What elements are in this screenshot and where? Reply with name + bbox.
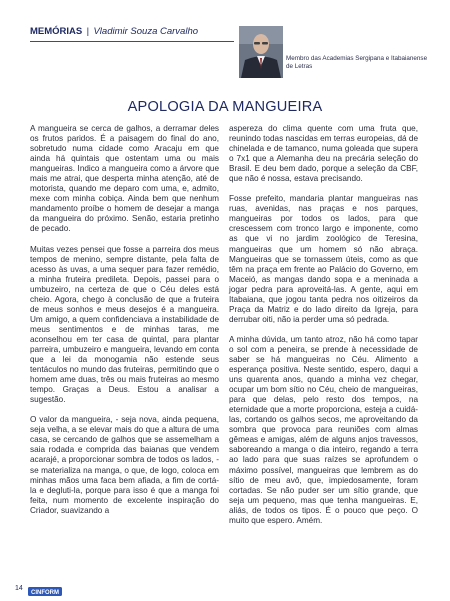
header-separator: |: [86, 26, 90, 37]
logo-text: CINFORM: [31, 589, 59, 596]
article-title: APOLOGIA DA MANGUEIRA: [127, 99, 323, 115]
paragraph: A mangueira se cerca de galhos, a derramar deles os frutos paridos. É a paisagem do final do ano, sobretudo numa cidade como Aracaju em que ainda há quintais que ostentam uma ou mais mangueiras. Indico a mangueira como a árvore que mais me atrai, que desperta minha atenção, até de motorista, quando me deparo com uma, e, admito, mexe com minha cobiça. Ainda bem que nenhum mandamento proíbe o homem de desejar a manga da mangueira do próximo. Senão, estaria pretinho de pecado.: [30, 124, 219, 234]
author-portrait-icon: [239, 26, 283, 78]
cinform-logo-icon: [28, 587, 62, 596]
paragraph: A minha dúvida, um tanto atroz, não há como tapar o sol com a peneira, se prende à necessidade de saber se há mangueiras no Céu. Alimento a esperança positiva. Neste sentido, espero, daqui a uns quarenta anos, quando a minha vez chegar, ocupar um bom sítio no Céu, cheio de mangueiras, para que delas, pelo resto dos tempos, na eternidade que a morte proporciona, esteja a cuidá-las, cortando os galhos secos, me aproveitando da sombra que provoca para reuniões com almas gêmeas e amigas, além de alguns anjos travessos, saboreando a manga o dia inteiro, regando a terra ao lado para que suas raízes se aprofundem o máximo possível, mangueiras que lembrem as do sítio de meu avô, que, impiedosamente, foram cortadas. Se não puder ser um sítio grande, que seja um pequeno, mas que tenha mangueiras. E, aliás, de todos os tipos. É o pouco que peço. O muito que espero. Amém.: [229, 334, 418, 525]
page-number: 14: [15, 585, 23, 592]
paragraph: Fosse prefeito, mandaria plantar mangueiras nas ruas, avenidas, nas praças e nos parques, mangueiras por todos os lados, para que crescessem com tronco largo e imponente, como as que vi no jardim zoológico de Teresina, mangueiras que um homem só não abraça. Mangueiras que se tornassem úteis, como as que têm na praça em frente ao Palácio do Governo, em Maceió, as mangas dando sopa e a meninada a jogar pedra para aproveitá-las. A gente, aqui em Itabaiana, que jogou tanta pedra nos oitizeiros da Praça da Matriz e do lado direito da Igreja, para derrubar oiti, não ia perder uma só pedrada.: [229, 194, 418, 324]
column-header: [30, 26, 235, 38]
author-photo: [239, 26, 283, 78]
article-column-left: [30, 124, 219, 526]
section-name: MEMÓRIAS: [30, 26, 83, 37]
cinform-logo: [28, 583, 62, 596]
header-line: [30, 26, 235, 38]
author-name: Vladimir Souza Carvalho: [93, 26, 199, 37]
paragraph: aspereza do clima quente com uma fruta que, reunindo todas nascidas em terras europeias, dá de chinelada e de tamanco, numa goleada que supera o 7x1 que a Alemanha deu na precária seleção do Brasil. E deu bem dado, porque a seleção da CBF, que não é nossa, estava precisando.: [229, 124, 418, 184]
paragraph: Muitas vezes pensei que fosse a parreira dos meus tempos de menino, sempre distante, pela falta de acesso às uvas, a uma sequer para fazer remédio, a minha fruteira predileta. Depois, passei para o umbuzeiro, na certeza de que o Céu deles está cheio. Agora, chego à conclusão de que a fruteira de meus sonhos e meus desejos é a mangueira. Um amigo, a quem confidenciava a instabilidade de meus sentimentos e de minhas taras, me aconselhou em ter casa de quintal, para plantar parreira, umbuzeiro e mangueira, levando em conta que a lei da monogamia não estende seus tentáculos no mundo das fruteiras, permitindo que o homem ame duas, três ou mais fruteiras ao mesmo tempo. Graças a Deus. Estou a analisar a sugestão.: [30, 244, 219, 405]
paragraph: O valor da mangueira, - seja nova, ainda pequena, seja velha, a se elevar mais do que a altura de uma casa, se cercando de galhos que se assemelham a saia rodada e comprida das baianas que vendem acarajé, a proporcionar sombra de todos os lados, - se materializa na manga, o que, de logo, coloca em minhas mãos uma faca bem afiada, a fim de cortá-la e degluti-la, porque para isso é que a manga foi feita, num momento de excelente inspiração do Criador, suavizando a: [30, 415, 219, 515]
header-rule: [30, 41, 234, 42]
article-column-right: [229, 124, 418, 536]
author-bio: Membro das Academias Sergipana e Itabaianense de Letras: [286, 55, 428, 70]
